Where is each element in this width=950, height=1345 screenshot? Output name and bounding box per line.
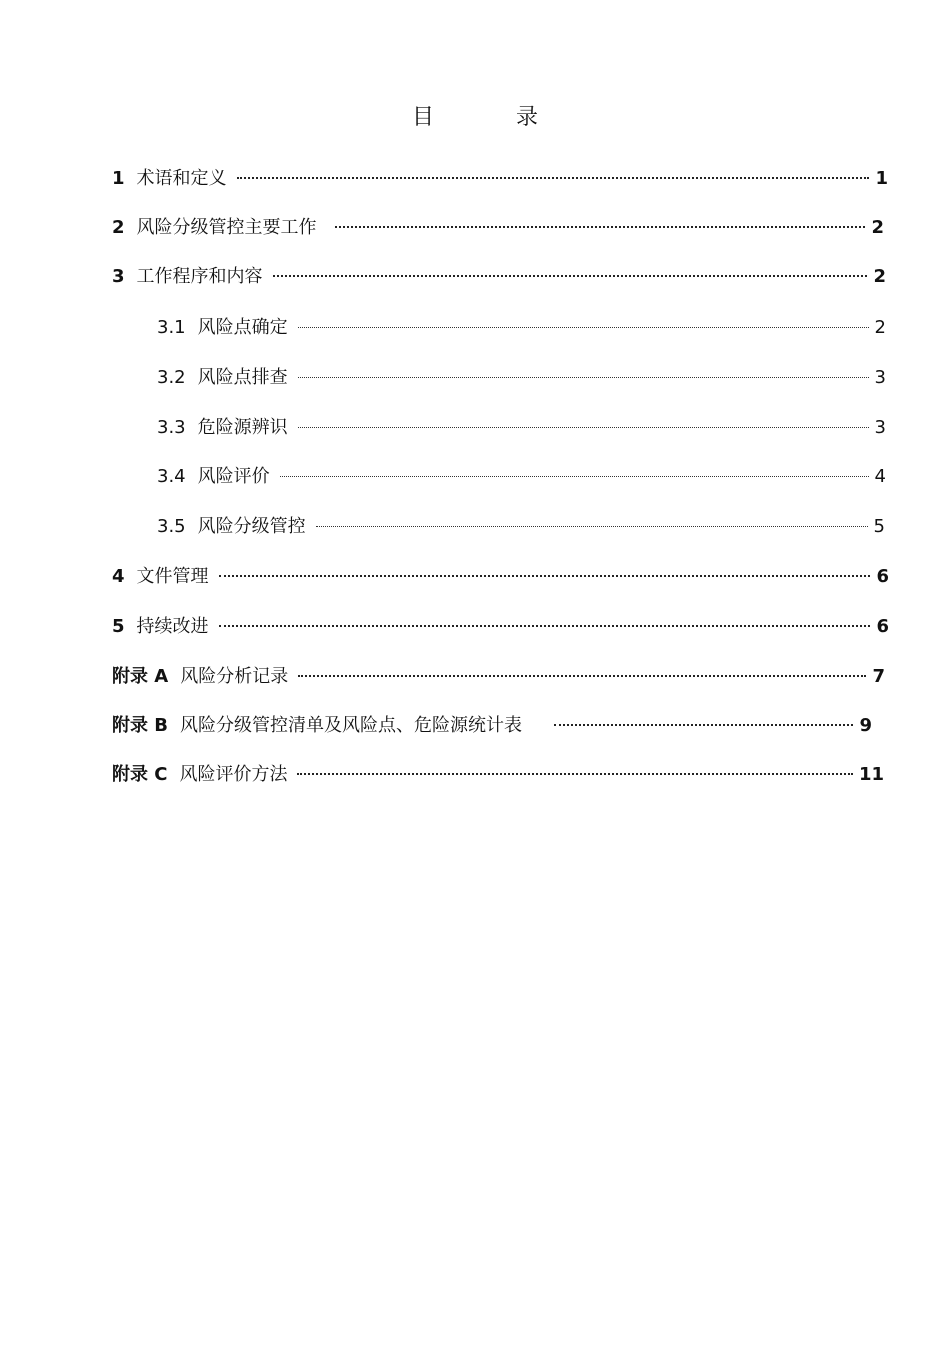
toc-entry-page: 7: [872, 666, 885, 687]
toc-entry-1[interactable]: [112, 166, 888, 192]
toc-entry-number: 3.3: [157, 417, 186, 438]
toc-leader-dots: [298, 675, 866, 677]
toc-entry-number: 4: [112, 566, 125, 587]
toc-entry-label: 持续改进: [136, 616, 209, 637]
toc-entry-3[interactable]: [112, 264, 886, 290]
toc-entry-appendix-b[interactable]: [112, 713, 872, 739]
toc-entry-page: 6: [876, 616, 889, 637]
toc-leader-dots: [280, 476, 869, 477]
toc-entry-3-5[interactable]: [157, 514, 885, 540]
toc-entry-label: 风险分级管控主要工作: [136, 217, 317, 238]
toc-entry-5[interactable]: [112, 614, 889, 640]
toc-entry-number: 3.5: [157, 516, 186, 537]
toc-entry-appendix-c[interactable]: [112, 762, 884, 788]
toc-entry-3-2[interactable]: [157, 365, 886, 391]
toc-entry-label: 风险分级管控清单及风险点、危险源统计表: [180, 715, 522, 736]
toc-leader-dots: [237, 177, 870, 179]
toc-entry-number: 附录 C: [112, 764, 168, 785]
toc-entry-page: 6: [876, 566, 889, 587]
toc-entry-label: 危险源辨识: [197, 417, 288, 438]
toc-entry-number: 1: [112, 168, 125, 189]
toc-entry-page: 3: [874, 367, 886, 388]
toc-entry-label: 风险评价: [197, 466, 270, 487]
toc-entry-number: 附录 A: [112, 666, 169, 687]
toc-leader-dots: [298, 377, 869, 378]
toc-entry-page: 5: [873, 516, 885, 537]
toc-entry-number: 2: [112, 217, 125, 238]
toc-entry-page: 4: [874, 466, 886, 487]
toc-title: 目 录: [411, 105, 568, 130]
toc-leader-dots: [273, 275, 868, 277]
toc-entry-label: 工作程序和内容: [136, 266, 263, 287]
toc-leader-dots: [554, 724, 853, 726]
toc-entry-number: 5: [112, 616, 125, 637]
toc-entry-number: 3.4: [157, 466, 186, 487]
toc-entry-appendix-a[interactable]: [112, 664, 885, 690]
toc-entry-number: 3.1: [157, 317, 186, 338]
toc-entry-number: 附录 B: [112, 715, 168, 736]
toc-entry-page: 11: [858, 764, 884, 785]
toc-entry-page: 2: [874, 317, 886, 338]
toc-entry-label: 术语和定义: [136, 168, 227, 189]
toc-entry-label: 风险分析记录: [180, 666, 289, 687]
toc-entry-3-1[interactable]: [157, 315, 886, 341]
toc-entry-label: 风险点确定: [197, 317, 288, 338]
toc-entry-label: 文件管理: [136, 566, 209, 587]
toc-entry-4[interactable]: [112, 564, 889, 590]
toc-leader-dots: [335, 226, 866, 228]
toc-entry-page: 9: [859, 715, 872, 736]
toc-leader-dots: [298, 427, 869, 428]
toc-entry-2[interactable]: [112, 215, 884, 241]
toc-leader-dots: [298, 327, 869, 328]
toc-entry-3-3[interactable]: [157, 415, 886, 441]
toc-leader-dots: [219, 575, 871, 577]
toc-leader-dots: [297, 773, 852, 775]
toc-entry-label: 风险分级管控: [197, 516, 306, 537]
toc-entry-number: 3.2: [157, 367, 186, 388]
toc-leader-dots: [316, 526, 868, 527]
toc-entry-page: 2: [873, 266, 886, 287]
toc-entry-label: 风险点排查: [197, 367, 288, 388]
toc-leader-dots: [219, 625, 871, 627]
toc-entry-page: 1: [875, 168, 888, 189]
toc-entry-page: 2: [871, 217, 884, 238]
toc-entry-page: 3: [874, 417, 886, 438]
toc-entry-number: 3: [112, 266, 125, 287]
toc-entry-3-4[interactable]: [157, 464, 886, 490]
toc-entry-label: 风险评价方法: [179, 764, 288, 785]
